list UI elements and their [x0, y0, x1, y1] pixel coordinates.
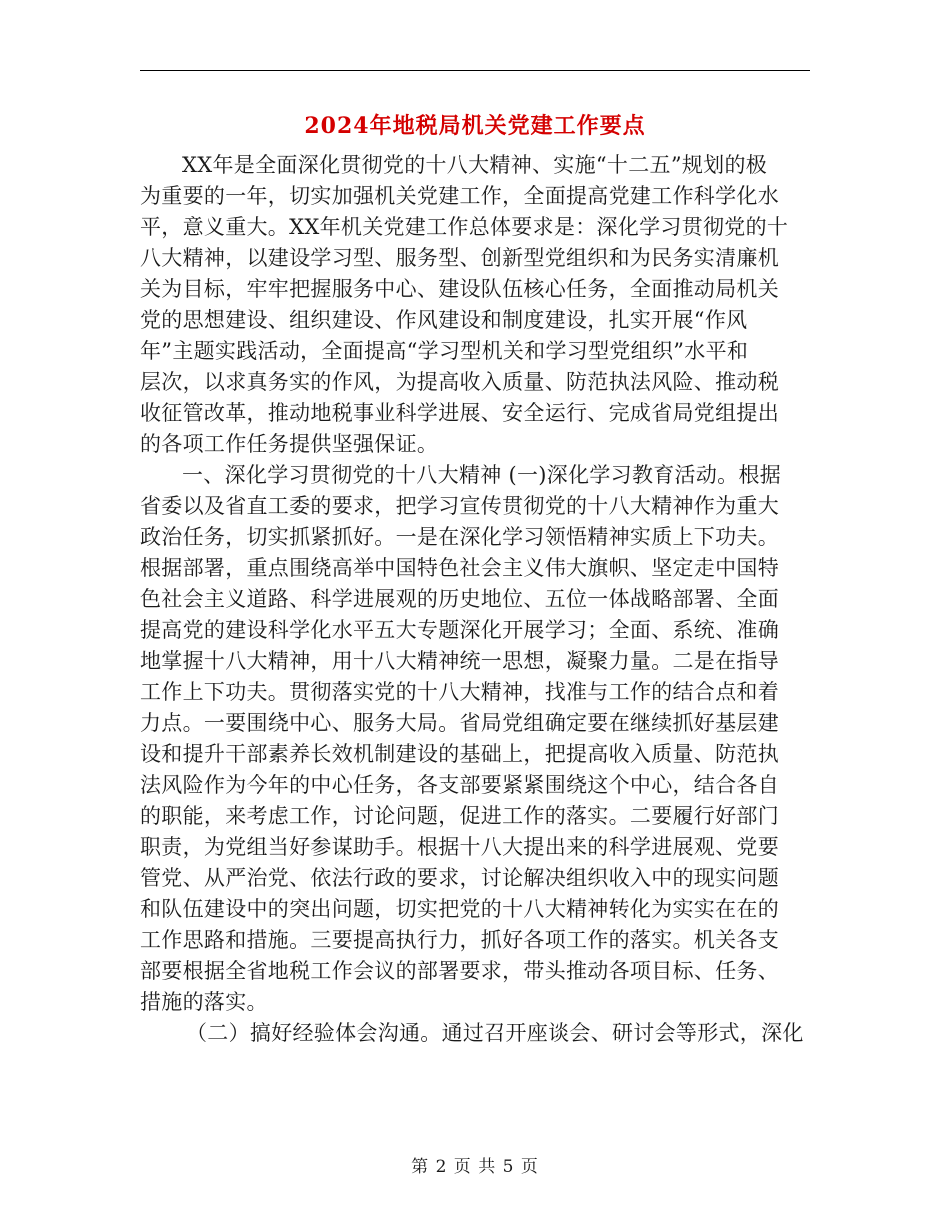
paragraph-line: 和队伍建设中的突出问题，切实把党的十八大精神转化为实实在在的	[140, 897, 779, 921]
paragraph-line: 省委以及省直工委的要求，把学习宣传贯彻党的十八大精神作为重大	[140, 494, 779, 518]
paragraph-line: 法风险作为今年的中心任务，各支部要紧紧围绕这个中心，结合各自	[140, 773, 779, 797]
paragraph-line: 为重要的一年，切实加强机关党建工作，全面提高党建工作科学化水	[140, 184, 779, 208]
paragraph-line: （二）搞好经验体会沟通。通过召开座谈会、研讨会等形式，深化	[186, 1021, 804, 1045]
paragraph-line: 地掌握十八大精神，用十八大精神统一思想，凝聚力量。二是在指导	[140, 649, 779, 673]
paragraph-line: 收征管改革，推动地税事业科学进展、安全运行、完成省局党组提出	[140, 401, 779, 425]
paragraph-line: 层次，以求真务实的作风，为提高收入质量、防范执法风险、推动税	[140, 370, 779, 394]
paragraph-line: 色社会主义道路、科学进展观的历史地位、五位一体战略部署、全面	[140, 587, 779, 611]
paragraph-line: 部要根据全省地税工作会议的部署要求，带头推动各项目标、任务、	[140, 959, 779, 983]
paragraph-line: XX年是全面深化贯彻党的十八大精神、实施“十二五”规划的极	[182, 153, 768, 177]
page-number: 第 2 页 共 5 页	[411, 1157, 539, 1177]
paragraph-line: 设和提升干部素养长效机制建设的基础上，把提高收入质量、防范执	[140, 742, 779, 766]
document-body	[140, 150, 810, 1049]
paragraph-line: 八大精神，以建设学习型、服务型、创新型党组织和为民务实清廉机	[140, 246, 779, 270]
paragraph-line: 年”主题实践活动，全面提高“学习型机关和学习型党组织”水平和	[140, 339, 749, 363]
document-title: 2024年地税局机关党建工作要点	[304, 113, 646, 139]
paragraph-line: 管党、从严治党、依法行政的要求，讨论解决组织收入中的现实问题	[140, 866, 779, 890]
paragraph-line: 党的思想建设、组织建设、作风建设和制度建设，扎实开展“作风	[140, 308, 748, 332]
paragraph-line: 力点。一要围绕中心、服务大局。省局党组确定要在继续抓好基层建	[140, 711, 779, 735]
header-rule	[140, 70, 810, 71]
paragraph-line: 工作上下功夫。贯彻落实党的十八大精神，找准与工作的结合点和着	[140, 680, 779, 704]
paragraph-line: 工作思路和措施。三要提高执行力，抓好各项工作的落实。机关各支	[140, 928, 779, 952]
paragraph-line: 提高党的建设科学化水平五大专题深化开展学习；全面、系统、准确	[140, 618, 779, 642]
paragraph-line: 措施的落实。	[140, 990, 268, 1014]
paragraph-line: 职责，为党组当好参谋助手。根据十八大提出来的科学进展观、党要	[140, 835, 779, 859]
paragraph-line: 的职能，来考虑工作，讨论问题，促进工作的落实。二要履行好部门	[140, 804, 779, 828]
paragraph-line: 根据部署，重点围绕高举中国特色社会主义伟大旗帜、坚定走中国特	[140, 556, 779, 580]
paragraph-line: 平，意义重大。XX年机关党建工作总体要求是：深化学习贯彻党的十	[140, 215, 789, 239]
paragraph-line: 一、深化学习贯彻党的十八大精神 (一)深化学习教育活动。根据	[182, 463, 782, 487]
paragraph-line: 政治任务，切实抓紧抓好。一是在深化学习领悟精神实质上下功夫。	[140, 525, 779, 549]
paragraph-line: 关为目标，牢牢把握服务中心、建设队伍核心任务，全面推动局机关	[140, 277, 779, 301]
paragraph-line: 的各项工作任务提供坚强保证。	[140, 432, 439, 456]
